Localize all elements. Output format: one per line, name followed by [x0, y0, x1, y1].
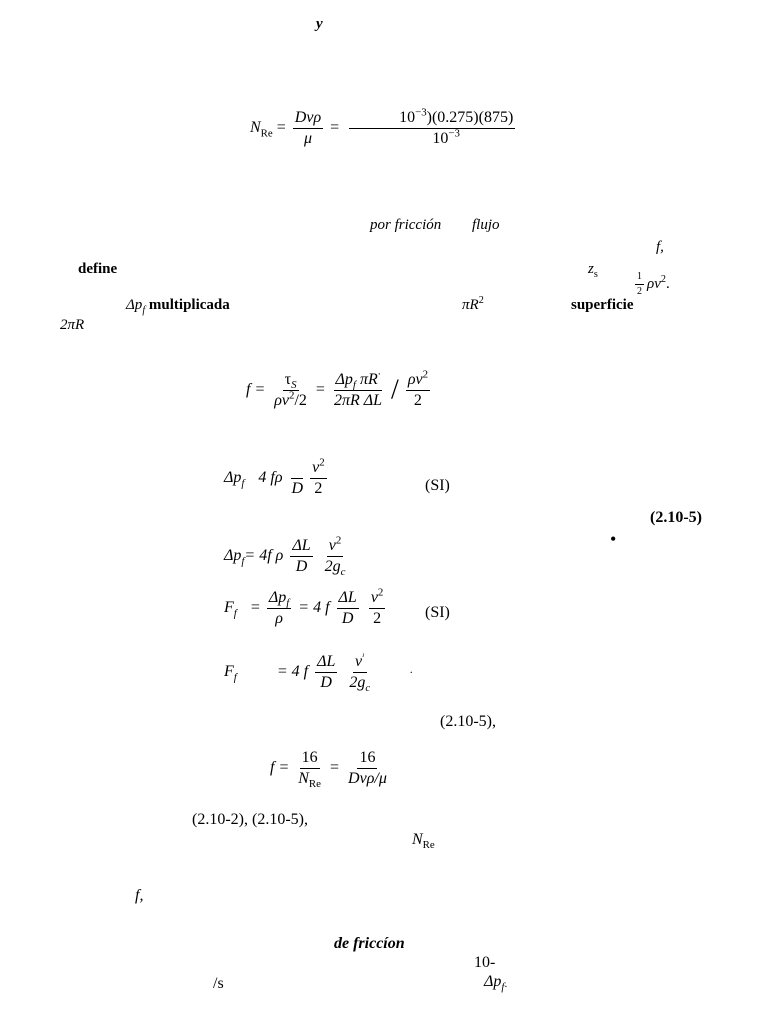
sq: 2 [660, 273, 666, 285]
delta-p: Δp [224, 547, 242, 565]
v: v [312, 459, 320, 476]
re-sub: Re [308, 778, 322, 791]
f-sub: f [233, 671, 237, 684]
d-blank [290, 460, 306, 497]
d: D [295, 558, 308, 575]
f-comma-2: f, [135, 887, 144, 904]
fraction-dvrho-mu [293, 110, 323, 147]
f-cap: F [224, 663, 234, 681]
v: v [370, 589, 378, 606]
tau-s [283, 372, 299, 391]
d: D [341, 610, 354, 627]
v2-over-2gc [323, 534, 348, 579]
s-sub: S [291, 379, 297, 392]
sixteen-2: 16 [357, 750, 377, 769]
sq: 2 [319, 456, 325, 469]
ten-dash: 10- [474, 954, 496, 971]
de-friccion-text: de friccíon [334, 935, 405, 952]
delta-l: ΔL [315, 654, 337, 673]
per-second: /s [213, 975, 224, 992]
over-two: /2 [294, 392, 307, 409]
stray-dot: · [409, 665, 414, 680]
n: N [412, 831, 423, 848]
delta-p: Δp [268, 589, 287, 606]
two-pi-r: 2πR [60, 317, 85, 333]
zs-symbol [588, 261, 598, 280]
v2-over-2 [369, 586, 386, 627]
sixteen-over-nre [296, 749, 323, 791]
variable-y: y [316, 16, 323, 32]
numerator-dvrho: Dvρ [293, 110, 323, 129]
f-equals: f = [246, 381, 266, 399]
define-text: define [78, 261, 118, 277]
dl-over-d [337, 590, 359, 627]
delta-p: Δp [126, 297, 143, 313]
sq: ʴ [362, 650, 365, 663]
two-g: 2g [349, 674, 366, 691]
dpf-pir2 [334, 368, 383, 392]
tau: τ [284, 371, 292, 388]
f-sub: f [233, 607, 237, 620]
two-gc [323, 557, 348, 579]
delta-p: Δp [335, 371, 353, 388]
four-f-rho: 4 fρ [258, 469, 283, 487]
f-cap: F [224, 599, 234, 617]
c-sub: c [365, 682, 371, 695]
pressure-drop-si-equation [224, 456, 330, 497]
f-equals: f = [270, 759, 290, 777]
friction-factor-definition: f = $\frac{\tau_S}{\rho v^2/2}$ = $\frac{\Delta p_f \pi R^\cdot}{\text{2πR ΔL}}$ / $\frac{\rho v^2}{2}$ [246, 368, 429, 409]
numeric-numerator [349, 106, 515, 129]
r-mark: · [377, 368, 381, 381]
delta-l: ΔL [290, 538, 312, 557]
dpf-pir2-fraction [332, 368, 384, 409]
f-sub: f· [501, 981, 508, 994]
exp: −3 [415, 106, 427, 119]
v2-over-2gc [347, 650, 372, 695]
f-sub: f [241, 477, 245, 490]
por-friccion-text: por fricción [370, 217, 442, 233]
two-pi-r-delta-l: 2πR ΔL [333, 392, 383, 409]
sq: 2 [335, 534, 342, 547]
f-sub: f [142, 305, 146, 316]
dl-over-d [290, 538, 312, 575]
f-comma-text: f, [656, 239, 664, 255]
c-sub: c [340, 566, 346, 579]
delta-l: ΔL [337, 590, 359, 609]
one: 1 [635, 272, 644, 285]
two: 2 [637, 286, 642, 297]
d: D [291, 480, 304, 497]
exp-den: −3 [448, 127, 460, 140]
numeric-denominator [402, 129, 462, 147]
equals: = [250, 599, 260, 617]
pressure-drop-gc-equation [224, 534, 350, 579]
z: z [588, 261, 594, 277]
one-half [635, 272, 644, 297]
rhov2-over-2 [406, 368, 430, 409]
dl-over-d [315, 654, 337, 691]
n-re-symbol [412, 831, 435, 852]
equals-4f: = 4 f [298, 599, 330, 617]
v-sq [369, 586, 386, 609]
ten: 10 [399, 109, 416, 126]
dpf-over-rho [267, 590, 291, 627]
rhov2-half [272, 391, 309, 409]
bullet-mark: • [610, 529, 617, 549]
f-sub: f [241, 555, 245, 568]
ten-den: 10 [432, 130, 449, 147]
r-sq: 2 [478, 295, 484, 306]
pi-r: πR [355, 371, 378, 388]
equals-4f-rho: = 4f ρ [244, 547, 284, 565]
v: v [355, 653, 363, 670]
n-symbol: N [250, 119, 261, 137]
v2-over-2 [310, 456, 327, 497]
re-subscript: Re [260, 127, 273, 140]
denominator-mu: μ [303, 130, 312, 147]
v-sq [310, 456, 327, 479]
d: D [320, 674, 332, 691]
multiplicada-word: multiplicada [145, 297, 230, 313]
two: 2 [314, 480, 323, 497]
delta-pf [267, 590, 291, 609]
n-re [296, 769, 323, 791]
si-tag-1: (SI) [425, 477, 450, 494]
fraction-numeric [346, 106, 518, 147]
delta-p: Δp [484, 973, 502, 990]
v-sq [327, 534, 344, 557]
rhov2 [406, 368, 430, 391]
half-rho-v2 [632, 272, 670, 297]
sq: 2 [289, 389, 295, 402]
two-gc [347, 673, 372, 695]
references-line: (2.10-2), (2.10-5), [192, 811, 308, 828]
f-sub2: f [286, 597, 290, 610]
laminar-friction-equation: f = $\frac{16}{N_{Re}}$ = $\frac{16}{\text{Dvρ/μ}}$ [270, 749, 387, 791]
dvrho-over-mu: Dvρ/μ [348, 770, 387, 787]
rho-v: ρv [647, 275, 661, 292]
slash: / [391, 374, 399, 406]
two-g: 2g [324, 558, 341, 575]
f-sub: f [352, 379, 356, 392]
sixteen: 16 [300, 750, 320, 769]
delta-p: Δp [224, 469, 242, 487]
equals-4f: = 4 f [276, 663, 309, 681]
re-sub: Re [422, 839, 435, 852]
period: . [665, 275, 670, 292]
superficie-text: superficie [571, 297, 634, 313]
rho-v: ρv [407, 371, 423, 388]
pi-r: πR [462, 297, 479, 313]
s-sub: s [593, 269, 598, 280]
rho-v: ρv [274, 392, 290, 409]
two: 2 [413, 392, 422, 409]
two: 2 [373, 610, 382, 627]
flujo-text: flujo [472, 217, 500, 233]
n: N [298, 770, 309, 787]
numeric-rest: )(0.275)(875) [426, 109, 514, 126]
si-tag-2: (SI) [425, 604, 450, 621]
sq: 2 [377, 586, 384, 599]
v: v [328, 537, 336, 554]
v-sq [353, 650, 366, 673]
delta-pf-multiplicada [126, 297, 230, 316]
friction-loss-si-equation [224, 586, 388, 627]
delta-pf-end [484, 973, 508, 994]
sixteen-over-dvrho-mu [346, 750, 389, 787]
rho: ρ [275, 610, 283, 627]
equation-label-2-10-5: (2.10-5) [650, 509, 702, 526]
tau-over-rhov2 [272, 372, 309, 409]
friction-loss-gc-equation [224, 650, 414, 695]
sq: 2 [422, 368, 429, 381]
reference-2-10-5: (2.10-5), [440, 713, 496, 730]
reynolds-equation: $N_{Re}$ = $\frac{\text{Dvρ}}{\mu}$ = $\frac{10^{-3})(0.275)(875)}{10^{-3}}$ [250, 110, 521, 147]
pi-r-squared [462, 295, 484, 313]
